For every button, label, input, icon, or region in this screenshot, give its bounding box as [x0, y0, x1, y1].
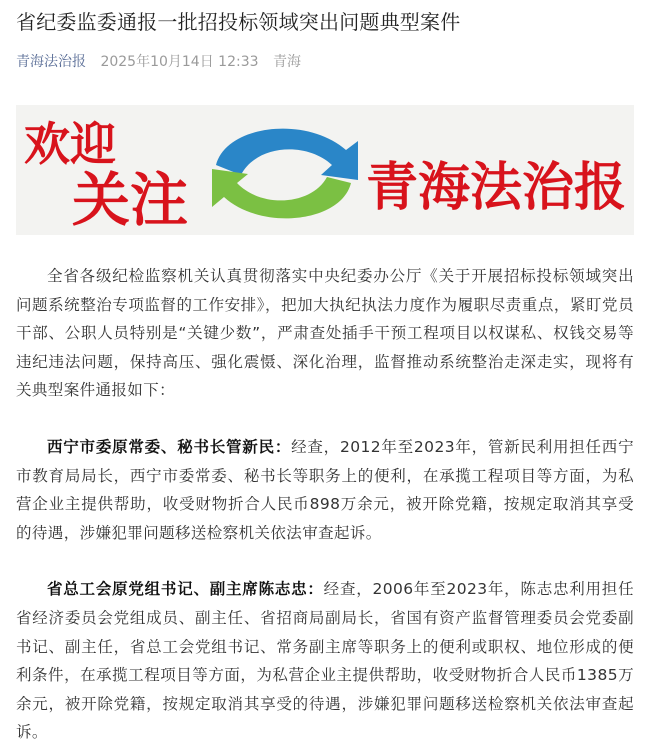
source-account-link[interactable]: 青海法治报 [16, 54, 86, 70]
banner-welcome-text: 欢迎 [24, 117, 116, 171]
article-body [16, 262, 634, 747]
welcome-banner-image [16, 105, 634, 235]
paragraph-text: 经查，2006年至2023年，陈志忠利用担任省经济委员会党组成员、副主任、省招商局副局长，省国有资产监督管理委员会党委副书记、副主任，省总工会党组书记、常务副主席等职务上的便利或职权、地位形成的便利条件，在承揽工程项目等方面，为私营企业主提供帮助，收受财物折合人民币1385万余元，被开除党籍，按规定取消其享受的待遇，涉嫌犯罪问题移送检察机关依法审查起诉。 [16, 580, 634, 742]
intro-paragraph [16, 262, 634, 405]
publish-region: 青海 [272, 54, 301, 70]
case-paragraph [16, 433, 634, 547]
circular-arrows-logo-icon [212, 129, 358, 219]
case-subject: 西宁市委原常委、秘书长管新民： [47, 437, 292, 456]
paragraph-text: 全省各级纪检监察机关认真贯彻落实中央纪委办公厅《关于开展招标投标领域突出问题系统整治专项监督的工作安排》，把加大执纪执法力度作为履职尽责重点，紧盯党员干部、公职人员特别是“关键少数”，严肃查处插手干预工程项目以权谋私、权钱交易等违纪违法问题，保持高压、强化震慑、深化治理，监督推动系统整治走深走实，现将有关典型案件通报如下： [16, 267, 634, 400]
banner-newspaper-name: 青海法治报 [366, 157, 626, 218]
article-title: 省纪委监委通报一批招投标领域突出问题典型案件 [16, 10, 461, 34]
case-subject: 省总工会原党组书记、副主席陈志忠： [47, 580, 324, 599]
case-paragraph [16, 575, 634, 747]
paragraph-text: 经查，2012年至2023年，管新民利用担任西宁市教育局局长，西宁市委常委、秘书长等职务上的便利，在承揽工程项目等方面，为私营企业主提供帮助，收受财物折合人民币898万余元，被开除党籍，按规定取消其享受的待遇，涉嫌犯罪问题移送检察机关依法审查起诉。 [16, 437, 634, 542]
publish-time: 2025年10月14日 12:33 [100, 54, 259, 70]
article-meta [16, 53, 301, 71]
banner-follow-text: 关注 [72, 166, 189, 234]
